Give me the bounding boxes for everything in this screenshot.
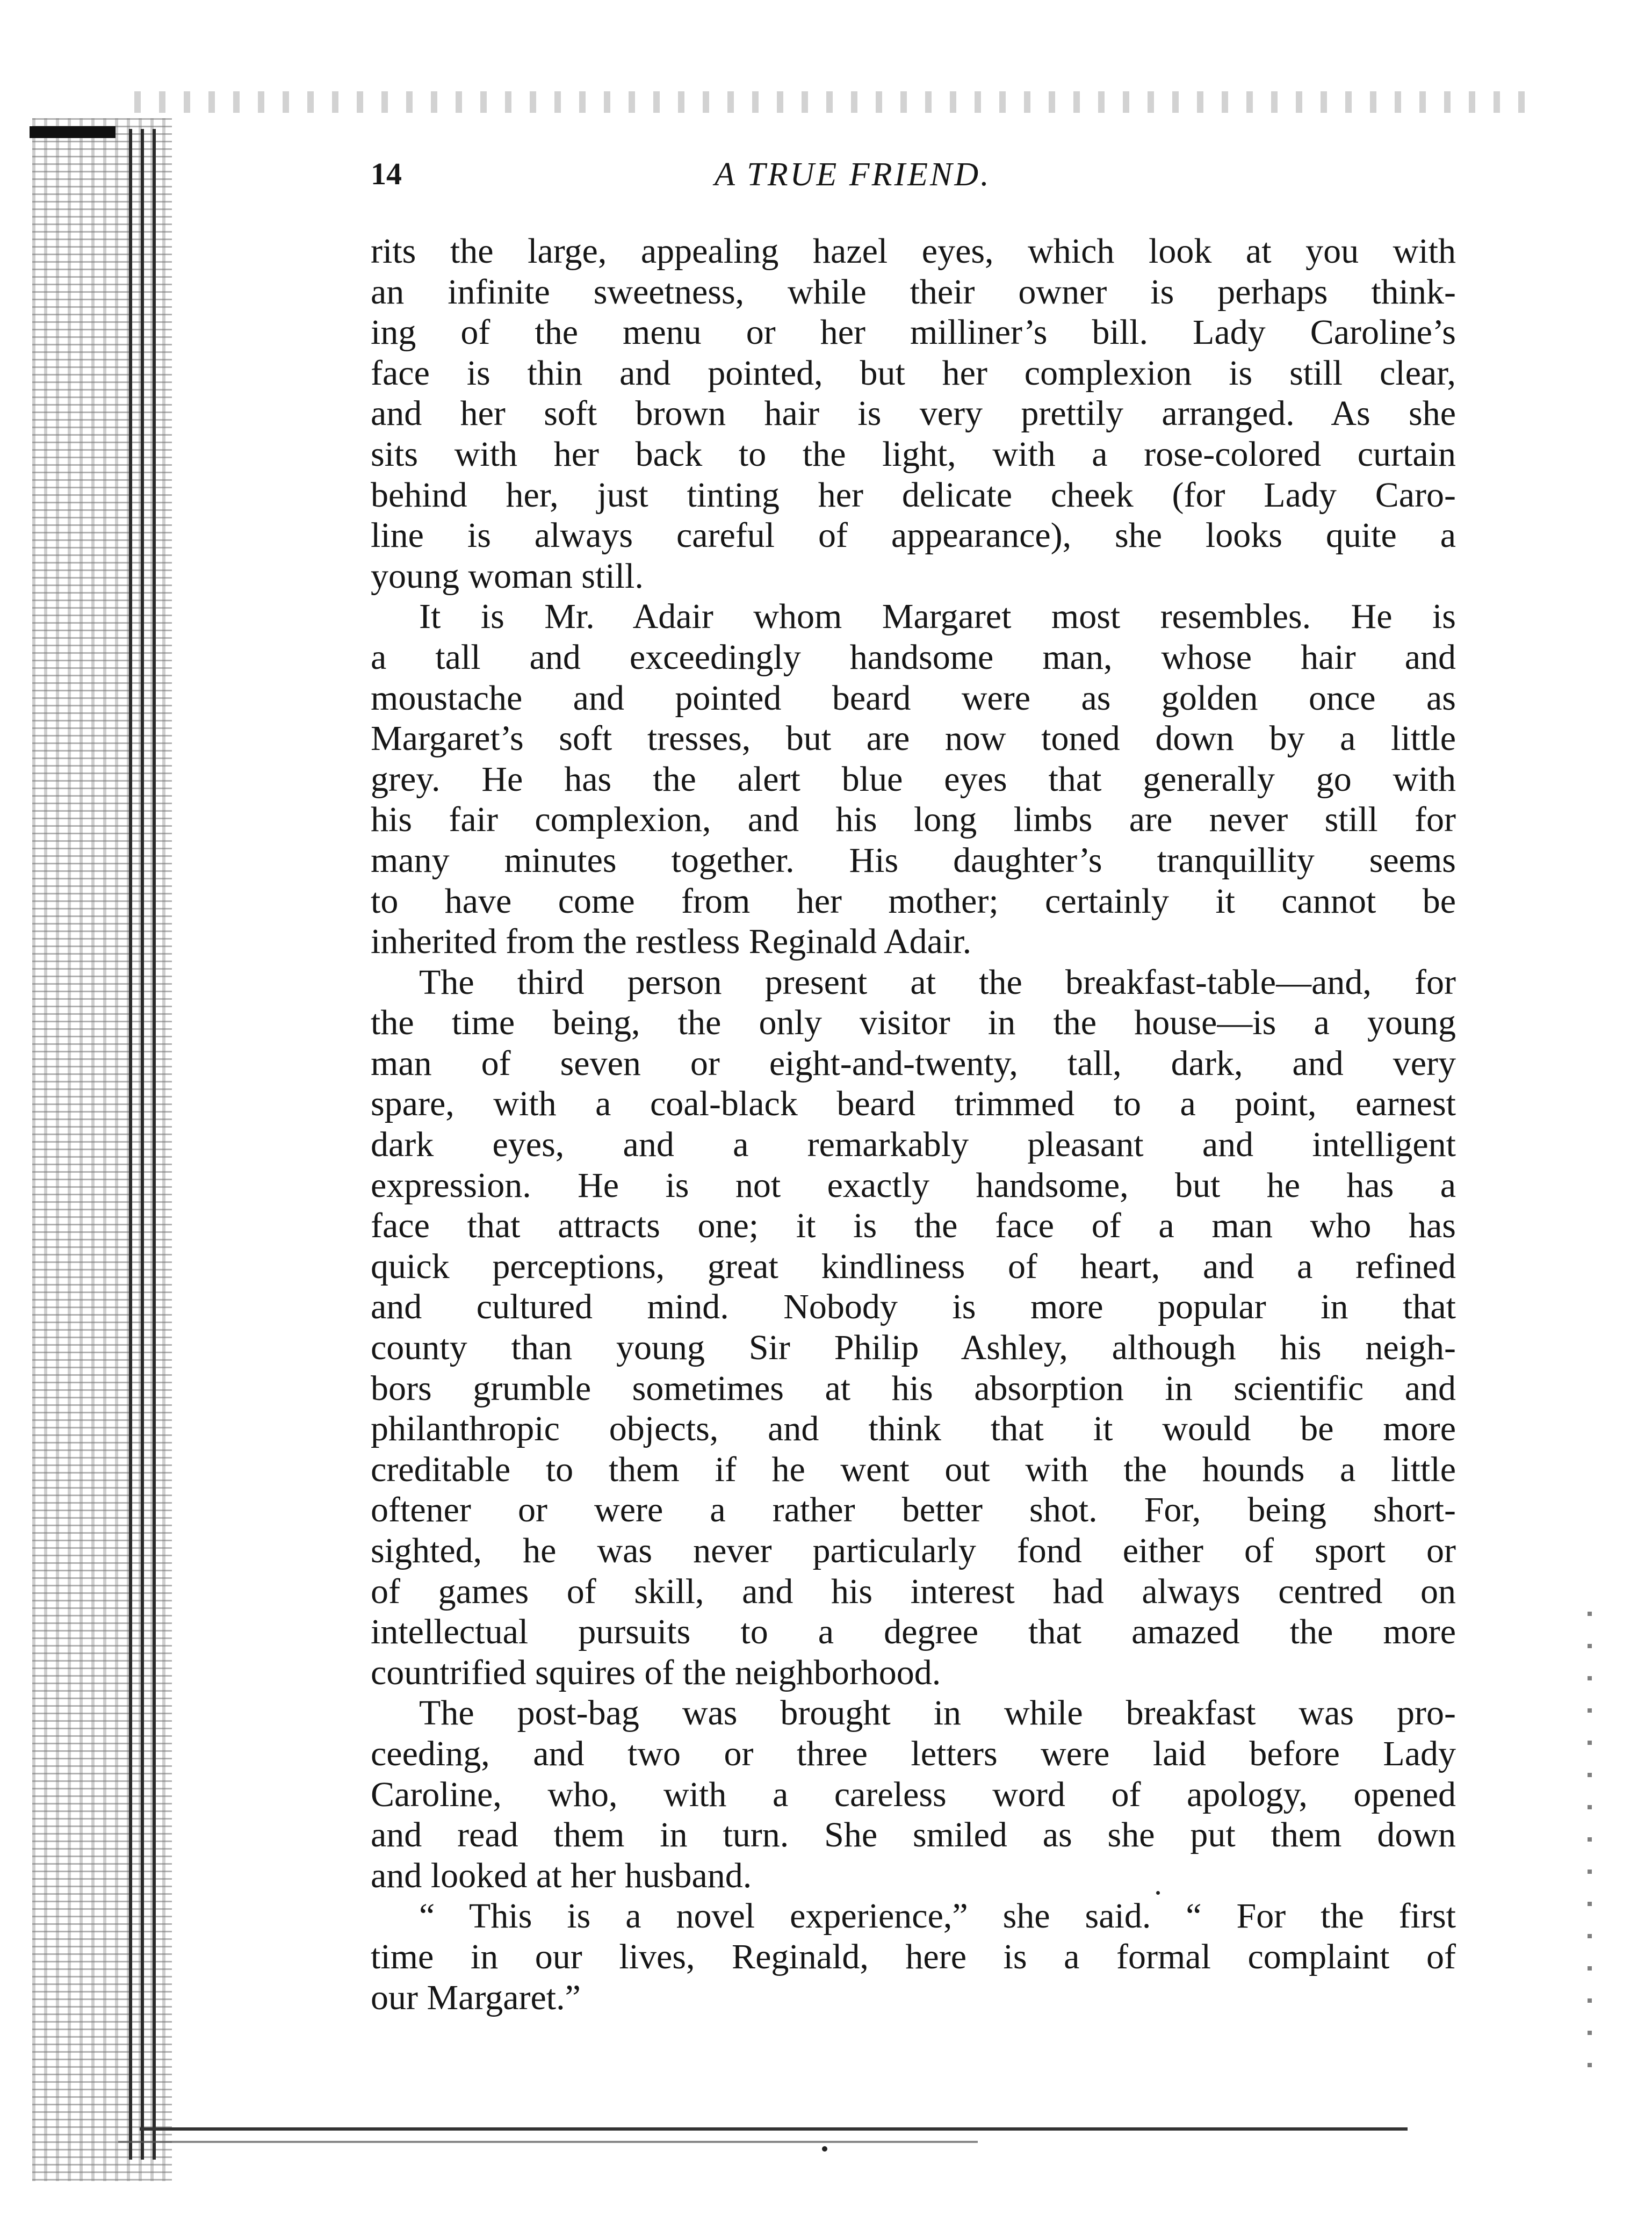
text-line: creditable to them if he went out with the hounds a little xyxy=(371,1449,1456,1489)
text-line: Margaret’s soft tresses, but are now toned down by a little xyxy=(371,719,1456,759)
top-edge-noise xyxy=(134,91,1531,113)
text-line: The third person present at the breakfast-table—and, for xyxy=(419,962,1456,1002)
text-line: inherited from the restless Reginald Adair. xyxy=(371,922,972,962)
binding-edge-mark xyxy=(30,126,116,138)
text-line: a tall and exceedingly handsome man, whose hair and xyxy=(371,637,1456,677)
page-number: 14 xyxy=(371,156,402,191)
text-line: Caroline, who, with a careless word of apology, opened xyxy=(371,1774,1456,1814)
text-line: many minutes together. His daughter’s tranquillity seems xyxy=(371,840,1456,880)
text-line: time in our lives, Reginald, here is a formal complaint of xyxy=(371,1937,1456,1976)
text-line: behind her, just tinting her delicate cheek (for Lady Caro- xyxy=(371,475,1456,515)
text-line: ing of the menu or her milliner’s bill. Lady Caroline’s xyxy=(371,313,1456,352)
text-line: and read them in turn. She smiled as she put them down xyxy=(371,1815,1456,1855)
binding-line xyxy=(153,129,156,2160)
text-line: countrified squires of the neighborhood. xyxy=(371,1652,941,1692)
binding-gutter-noise xyxy=(32,118,172,2181)
text-line: spare, with a coal-black beard trimmed to a point, earnest xyxy=(371,1084,1456,1124)
text-line: sits with her back to the light, with a rose-colored curtain xyxy=(371,434,1456,474)
text-line: philanthropic objects, and think that it would be more xyxy=(371,1409,1456,1449)
text-line: the time being, the only visitor in the house—is a young xyxy=(371,1003,1456,1043)
text-line: our Margaret.” xyxy=(371,1977,581,2017)
text-line: face is thin and pointed, but her complexion is still clear, xyxy=(371,353,1456,393)
text-line: rits the large, appealing hazel eyes, which look at you with xyxy=(371,232,1456,271)
text-line: “ This is a novel experience,” she said. “ For the first xyxy=(419,1896,1456,1936)
binding-line xyxy=(129,129,132,2160)
text-line: his fair complexion, and his long limbs are never still for xyxy=(371,800,1456,840)
text-line: and her soft brown hair is very prettily arranged. As she xyxy=(371,394,1456,434)
text-line: line is always careful of appearance), she looks quite a xyxy=(371,516,1456,555)
right-edge-specks xyxy=(1588,1612,1592,2084)
text-line: intellectual pursuits to a degree that amazed the more xyxy=(371,1612,1456,1652)
text-line: dark eyes, and a remarkably pleasant and intelligent xyxy=(371,1125,1456,1165)
text-line: man of seven or eight-and-twenty, tall, dark, and very xyxy=(371,1043,1456,1083)
text-line: to have come from her mother; certainly it cannot be xyxy=(371,881,1456,921)
text-line: quick perceptions, great kindliness of heart, and a refined xyxy=(371,1246,1456,1286)
text-line: sighted, he was never particularly fond either of sport or xyxy=(371,1531,1456,1570)
body-text xyxy=(371,231,1456,2018)
bottom-rule xyxy=(140,2127,1408,2131)
text-line: young woman still. xyxy=(371,556,644,596)
ink-speck xyxy=(822,2146,827,2152)
text-line: bors grumble sometimes at his absorption in scientific and xyxy=(371,1368,1456,1408)
text-line: ceeding, and two or three letters were laid before Lady xyxy=(371,1734,1456,1773)
text-line: face that attracts one; it is the face of a man who has xyxy=(371,1206,1456,1246)
text-line: of games of skill, and his interest had always centred on xyxy=(371,1571,1456,1611)
text-line: oftener or were a rather better shot. For, being short- xyxy=(371,1490,1456,1530)
text-line: expression. He is not exactly handsome, but he has a xyxy=(371,1165,1456,1205)
binding-line xyxy=(141,129,144,2160)
running-head: A TRUE FRIEND. xyxy=(715,156,991,193)
text-line: The post-bag was brought in while breakfast was pro- xyxy=(419,1693,1456,1733)
text-line: moustache and pointed beard were as golden once as xyxy=(371,678,1456,718)
text-line: grey. He has the alert blue eyes that generally go with xyxy=(371,759,1456,799)
text-line: and cultured mind. Nobody is more popular in that xyxy=(371,1287,1456,1327)
page-header xyxy=(371,156,1434,199)
text-line: an infinite sweetness, while their owner is perhaps think- xyxy=(371,272,1456,312)
text-line: It is Mr. Adair whom Margaret most resembles. He is xyxy=(419,597,1456,637)
bottom-rule-shadow xyxy=(118,2141,978,2143)
text-line: county than young Sir Philip Ashley, although his neigh- xyxy=(371,1328,1456,1368)
text-line: and looked at her husband. xyxy=(371,1856,752,1895)
